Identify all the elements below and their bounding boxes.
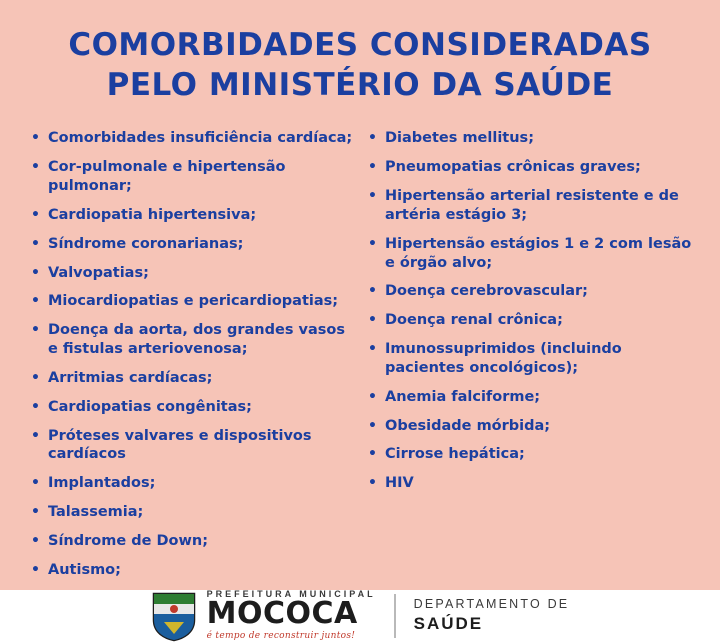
right-column — [367, 129, 696, 589]
list-item-label: Comorbidades insuficiência cardíaca; — [48, 130, 353, 147]
list-item-label: Diabetes mellitus; — [385, 130, 534, 147]
list-item — [30, 561, 359, 580]
list-item-label: Valvopatias; — [48, 264, 149, 281]
bullet-icon: • — [31, 235, 40, 252]
list-item — [30, 369, 359, 388]
bullet-icon: • — [368, 130, 377, 147]
list-item — [30, 503, 359, 522]
list-item — [367, 187, 696, 225]
list-item — [367, 282, 696, 301]
list-item-label: Autismo; — [48, 561, 121, 578]
list-item — [367, 417, 696, 436]
list-item — [367, 129, 696, 148]
list-item-label: Implantados; — [48, 475, 156, 492]
list-item — [367, 235, 696, 273]
coat-of-arms-icon — [151, 590, 197, 642]
left-column — [30, 129, 359, 589]
list-item — [30, 321, 359, 359]
list-item — [30, 474, 359, 493]
bullet-icon: • — [31, 533, 40, 549]
list-item — [30, 206, 359, 225]
bullet-icon: • — [368, 446, 377, 463]
list-item-label: Cardiopatias congênitas; — [48, 398, 252, 415]
bullet-icon: • — [31, 322, 40, 339]
list-item — [367, 158, 696, 177]
bullet-icon: • — [368, 283, 377, 300]
list-item-label: Obesidade mórbida; — [385, 417, 551, 434]
bullet-icon: • — [368, 388, 377, 405]
bullet-icon: • — [31, 293, 40, 310]
bullet-icon: • — [368, 312, 377, 329]
list-item-label: Doença renal crônica; — [385, 312, 563, 329]
list-item-label: Doença da aorta, dos grandes vasos e fistulas arteriovenosa; — [48, 322, 345, 358]
list-item-label: Arritmias cardíacas; — [48, 369, 213, 386]
list-item — [30, 427, 359, 465]
bullet-icon: • — [31, 264, 40, 281]
list-item — [367, 445, 696, 464]
list-item — [367, 474, 696, 493]
list-item-label: Imunossuprimidos (incluindo pacientes oncológicos); — [385, 341, 622, 376]
bullet-icon: • — [368, 417, 377, 434]
list-item-label: Cor-pulmonale e hipertensão pulmonar; — [48, 159, 286, 195]
bullet-icon: • — [368, 159, 377, 176]
list-item-label: Talassemia; — [48, 504, 144, 521]
bullet-icon: • — [31, 504, 40, 521]
left-comorbidity-list — [30, 129, 359, 579]
bullet-icon: • — [368, 188, 377, 205]
bullet-icon: • — [31, 398, 40, 415]
list-item — [367, 340, 696, 378]
city-brand — [151, 590, 376, 642]
list-item — [30, 292, 359, 311]
list-item-label: HIV — [385, 475, 414, 492]
bullet-icon: • — [31, 369, 40, 386]
bullet-icon: • — [31, 206, 40, 223]
bullet-icon: • — [31, 159, 40, 176]
department-label-line2: SAÚDE — [413, 614, 484, 634]
list-item-label: Síndrome de Down; — [48, 533, 208, 549]
footer — [0, 590, 720, 642]
list-item-label: Miocardiopatias e pericardiopatias; — [48, 293, 339, 310]
right-comorbidity-list — [367, 129, 696, 493]
list-item-label: Cirrose hepática; — [385, 446, 525, 463]
city-tagline: é tempo de reconstruir juntos! — [206, 630, 356, 641]
list-item-label: Anemia falciforme; — [385, 388, 541, 405]
title-line-2: PELO MINISTÉRIO DA SAÚDE — [106, 66, 614, 103]
bullet-icon: • — [31, 427, 40, 444]
list-item — [30, 158, 359, 196]
list-item-label: Próteses valvares e dispositivos cardíacos — [48, 427, 312, 463]
list-item — [367, 388, 696, 407]
list-item-label: Pneumopatias crônicas graves; — [385, 159, 641, 176]
list-item — [30, 532, 359, 551]
bullet-icon: • — [31, 130, 40, 147]
department-label-line1: DEPARTAMENTO DE — [413, 597, 570, 612]
bullet-icon: • — [368, 341, 377, 358]
footer-divider — [394, 594, 396, 638]
list-item — [30, 235, 359, 254]
bullet-icon: • — [368, 235, 377, 252]
title-line-1: COMORBIDADES CONSIDERADAS — [68, 27, 652, 63]
list-item-label: Doença cerebrovascular; — [385, 283, 588, 300]
department-block — [414, 597, 570, 634]
list-item — [30, 264, 359, 283]
page-title — [0, 0, 720, 115]
list-item — [30, 398, 359, 417]
city-brand-text — [207, 590, 376, 641]
prefeitura-label: PREFEITURA MUNICIPAL — [206, 589, 376, 600]
bullet-icon: • — [31, 561, 40, 578]
list-item — [367, 311, 696, 330]
list-item-label: Cardiopatia hipertensiva; — [48, 206, 257, 223]
bullet-icon: • — [31, 475, 40, 492]
city-name: MOCOCA — [206, 596, 358, 632]
list-item-label: Síndrome coronarianas; — [48, 235, 244, 252]
list-item-label: Hipertensão arterial resistente e de artéria estágio 3; — [385, 188, 679, 223]
bullet-icon: • — [368, 475, 377, 492]
list-item — [30, 129, 359, 148]
comorbidity-columns — [0, 115, 720, 589]
list-item-label: Hipertensão estágios 1 e 2 com lesão e órgão alvo; — [385, 235, 692, 271]
